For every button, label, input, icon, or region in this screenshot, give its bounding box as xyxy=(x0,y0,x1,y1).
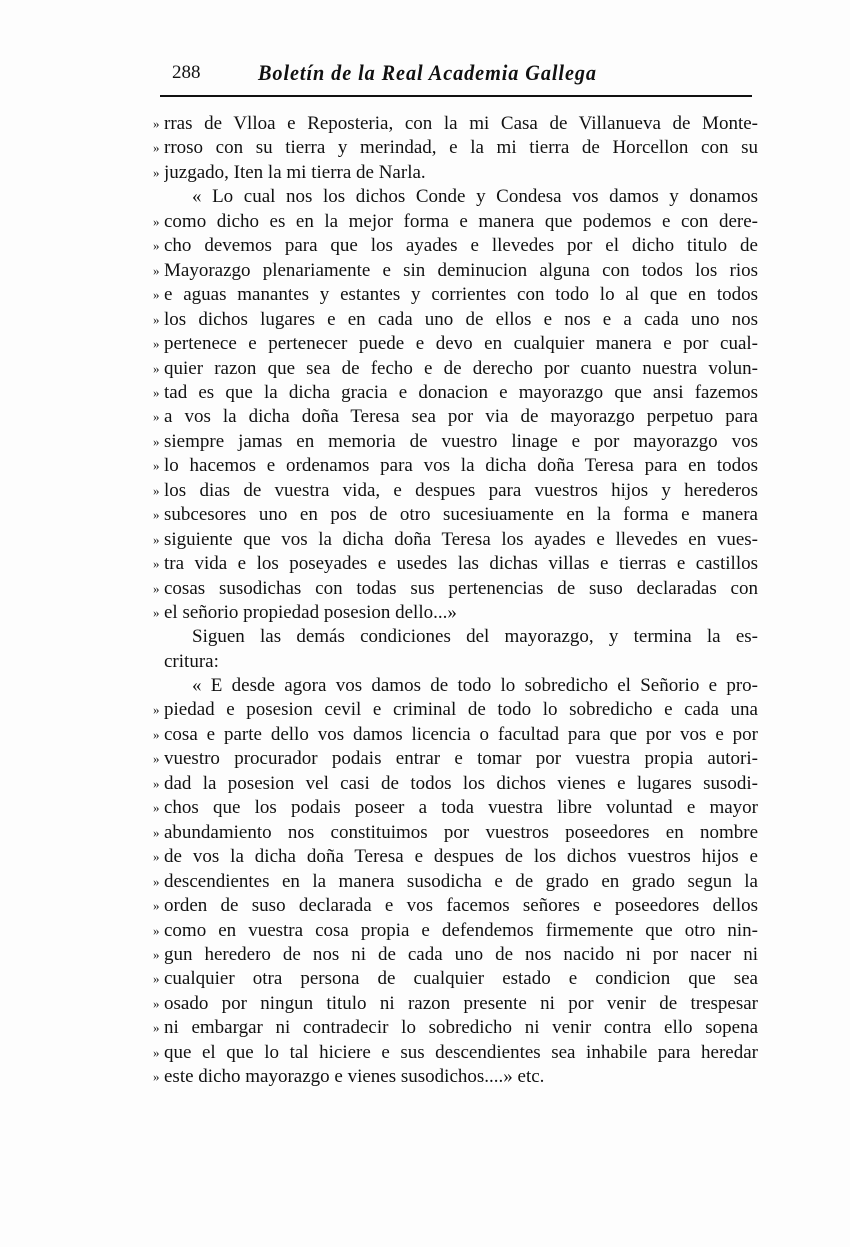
quote-mark: » xyxy=(153,946,160,962)
line-text: critura: xyxy=(164,650,219,672)
quote-mark: » xyxy=(153,1020,160,1036)
quote-mark: » xyxy=(153,262,160,278)
text-line xyxy=(153,405,758,429)
text-line xyxy=(153,870,758,894)
text-line xyxy=(153,821,758,845)
text-line xyxy=(153,601,758,625)
text-line xyxy=(153,796,758,820)
line-text: los dichos lugares e en cada uno de ellos e nos e a cada uno nos xyxy=(164,308,758,330)
line-text: piedad e posesion cevil e criminal de todo lo sobredicho e cada una xyxy=(164,699,758,721)
line-text: lo hacemos e ordenamos para vos la dicha doña Teresa para en todos xyxy=(164,455,758,477)
quote-mark: » xyxy=(153,384,160,400)
quote-mark: » xyxy=(153,580,160,596)
text-line xyxy=(153,894,758,918)
line-text: cosa e parte dello vos damos licencia o facultad para que por vos e por xyxy=(164,723,758,745)
text-line xyxy=(153,698,758,722)
text-line xyxy=(153,625,758,649)
quote-mark: » xyxy=(153,164,160,180)
line-text: osado por ningun titulo ni razon presente ni por venir de trespesar xyxy=(164,992,758,1014)
line-text: Mayorazgo plenariamente e sin deminucion alguna con todos los rios xyxy=(164,259,758,281)
text-line xyxy=(153,136,758,160)
text-line xyxy=(153,967,758,991)
text-line xyxy=(153,723,758,747)
quote-mark xyxy=(153,625,164,649)
quote-mark: » xyxy=(153,873,160,889)
text-line xyxy=(153,650,758,674)
line-text: cosas susodichas con todas sus pertenencias de suso declaradas con xyxy=(164,577,758,599)
text-line xyxy=(153,943,758,967)
text-line xyxy=(153,430,758,454)
quote-mark: » xyxy=(153,116,160,131)
text-line xyxy=(153,185,758,209)
quote-mark xyxy=(153,650,164,674)
text-line xyxy=(153,552,758,576)
line-text: gun heredero de nos ni de cada uno de nos nacido ni por nacer ni xyxy=(164,943,758,965)
text-line xyxy=(153,577,758,601)
running-header-title: Boletín de la Real Academia Gallega xyxy=(258,60,597,85)
line-text: este dicho mayorazgo e vienes susodichos....» etc. xyxy=(164,1066,545,1088)
line-text: ni embargar ni contradecir lo sobredicho ni venir contra ello sopena xyxy=(164,1017,758,1039)
quote-mark: » xyxy=(153,800,160,816)
line-text: el señorio propiedad posesion dello...» xyxy=(164,602,457,623)
line-text: los dias de vuestra vida, e despues para vuestros hijos y herederos xyxy=(164,479,758,501)
text-line xyxy=(153,381,758,405)
quote-mark: » xyxy=(153,1044,160,1060)
quote-mark: » xyxy=(153,238,160,254)
quote-mark: » xyxy=(153,849,160,865)
line-text: « E desde agora vos damos de todo lo sobredicho el Señorio e pro- xyxy=(192,675,758,696)
line-text: subcesores uno en pos de otro sucesiuamente en la forma e manera xyxy=(164,504,758,526)
text-line xyxy=(153,674,758,698)
line-text: pertenece e pertenecer puede e devo en cualquier manera e por cual- xyxy=(164,333,758,355)
quote-mark: » xyxy=(153,971,160,987)
line-text: chos que los podais poseer a toda vuestra libre voluntad e mayor xyxy=(164,797,758,819)
text-line xyxy=(153,308,758,332)
quote-mark: » xyxy=(153,336,160,352)
quote-mark: » xyxy=(153,922,160,938)
quote-mark: » xyxy=(153,726,160,742)
text-line xyxy=(153,283,758,307)
line-text: abundamiento nos constituimos por vuestros poseedores en nombre xyxy=(164,821,758,843)
quote-mark: » xyxy=(153,311,160,327)
line-text: « Lo cual nos los dichos Conde y Condesa vos damos y donamos xyxy=(192,186,758,208)
line-text: tra vida e los poseyades e usedes las dichas villas e tierras e castillos xyxy=(164,553,758,575)
line-text: e aguas manantes y estantes y corrientes con todo lo al que en todos xyxy=(164,284,758,306)
line-text: dad la posesion vel casi de todos los dichos vienes e lugares susodi- xyxy=(164,772,758,794)
quote-mark: » xyxy=(153,751,160,767)
line-text: vuestro procurador podais entrar e tomar por vuestra propia autori- xyxy=(164,748,758,770)
text-line xyxy=(153,1065,758,1089)
text-line xyxy=(153,772,758,796)
quote-mark: » xyxy=(153,702,160,718)
line-text: como en vuestra cosa propia e defendemos firmemente que otro nin- xyxy=(164,919,758,941)
quote-mark: » xyxy=(153,556,160,572)
text-line xyxy=(153,454,758,478)
quote-mark: » xyxy=(153,775,160,791)
line-text: que el que lo tal hiciere e sus descendientes sea inhabile para heredar xyxy=(164,1041,758,1063)
line-text: tad es que la dicha gracia e donacion e mayorazgo que ansi fazemos xyxy=(164,381,758,403)
quote-mark: » xyxy=(153,898,160,914)
text-line xyxy=(153,992,758,1016)
text-line xyxy=(153,747,758,771)
quote-mark: » xyxy=(153,605,160,620)
quote-mark: » xyxy=(153,1069,160,1085)
quote-mark xyxy=(153,185,164,209)
text-line xyxy=(153,479,758,503)
text-line xyxy=(153,332,758,356)
quote-mark: » xyxy=(153,531,160,547)
text-line xyxy=(153,1016,758,1040)
quote-mark: » xyxy=(153,287,160,303)
line-text: a vos la dicha doña Teresa sea por via de mayorazgo perpetuo para xyxy=(164,406,758,428)
line-text: descendientes en la manera susodicha e de grado en grado segun la xyxy=(164,870,758,892)
page-number: 288 xyxy=(172,62,201,83)
line-text: cualquier otra persona de cualquier estado e condicion que sea xyxy=(164,968,758,990)
line-text: Siguen las demás condiciones del mayorazgo, y termina la es- xyxy=(192,626,758,648)
text-line xyxy=(153,503,758,527)
line-text: de vos la dicha doña Teresa e despues de los dichos vuestros hijos e xyxy=(164,846,758,868)
line-text: juzgado, Iten la mi tierra de Narla. xyxy=(164,161,426,183)
quote-mark: » xyxy=(153,458,160,474)
line-text: quier razon que sea de fecho e de derecho por cuanto nuestra volun- xyxy=(164,357,758,379)
line-text: como dicho es en la mejor forma e manera que podemos e con dere- xyxy=(164,210,758,232)
quote-mark xyxy=(153,674,164,698)
text-line xyxy=(153,259,758,283)
text-line xyxy=(153,528,758,552)
quote-mark: » xyxy=(153,824,160,840)
quote-mark: » xyxy=(153,507,160,523)
text-line xyxy=(153,234,758,258)
quote-mark: » xyxy=(153,482,160,498)
line-text: siguiente que vos la dicha doña Teresa los ayades e llevedes en vues- xyxy=(164,528,758,550)
line-text: rroso con su tierra y merindad, e la mi tierra de Horcellon con su xyxy=(164,137,758,159)
line-text: siempre jamas en memoria de vuestro linage e por mayorazgo vos xyxy=(164,430,758,452)
text-line xyxy=(153,357,758,381)
text-line xyxy=(153,845,758,869)
header-rule xyxy=(160,95,752,97)
text-line xyxy=(153,210,758,234)
quote-mark: » xyxy=(153,360,160,376)
line-text: rras de Vlloa e Reposteria, con la mi Casa de Villanueva de Monte- xyxy=(164,113,758,134)
line-text: orden de suso declarada e vos facemos señores e poseedores dellos xyxy=(164,895,758,917)
quote-mark: » xyxy=(153,995,160,1011)
text-line xyxy=(153,1041,758,1065)
quote-mark: » xyxy=(153,409,160,425)
text-line xyxy=(153,919,758,943)
text-line xyxy=(153,112,758,136)
quote-mark: » xyxy=(153,140,160,156)
line-text: cho devemos para que los ayades e llevedes por el dicho titulo de xyxy=(164,235,758,257)
quote-mark: » xyxy=(153,433,160,449)
text-line xyxy=(153,161,758,185)
quote-mark: » xyxy=(153,213,160,229)
